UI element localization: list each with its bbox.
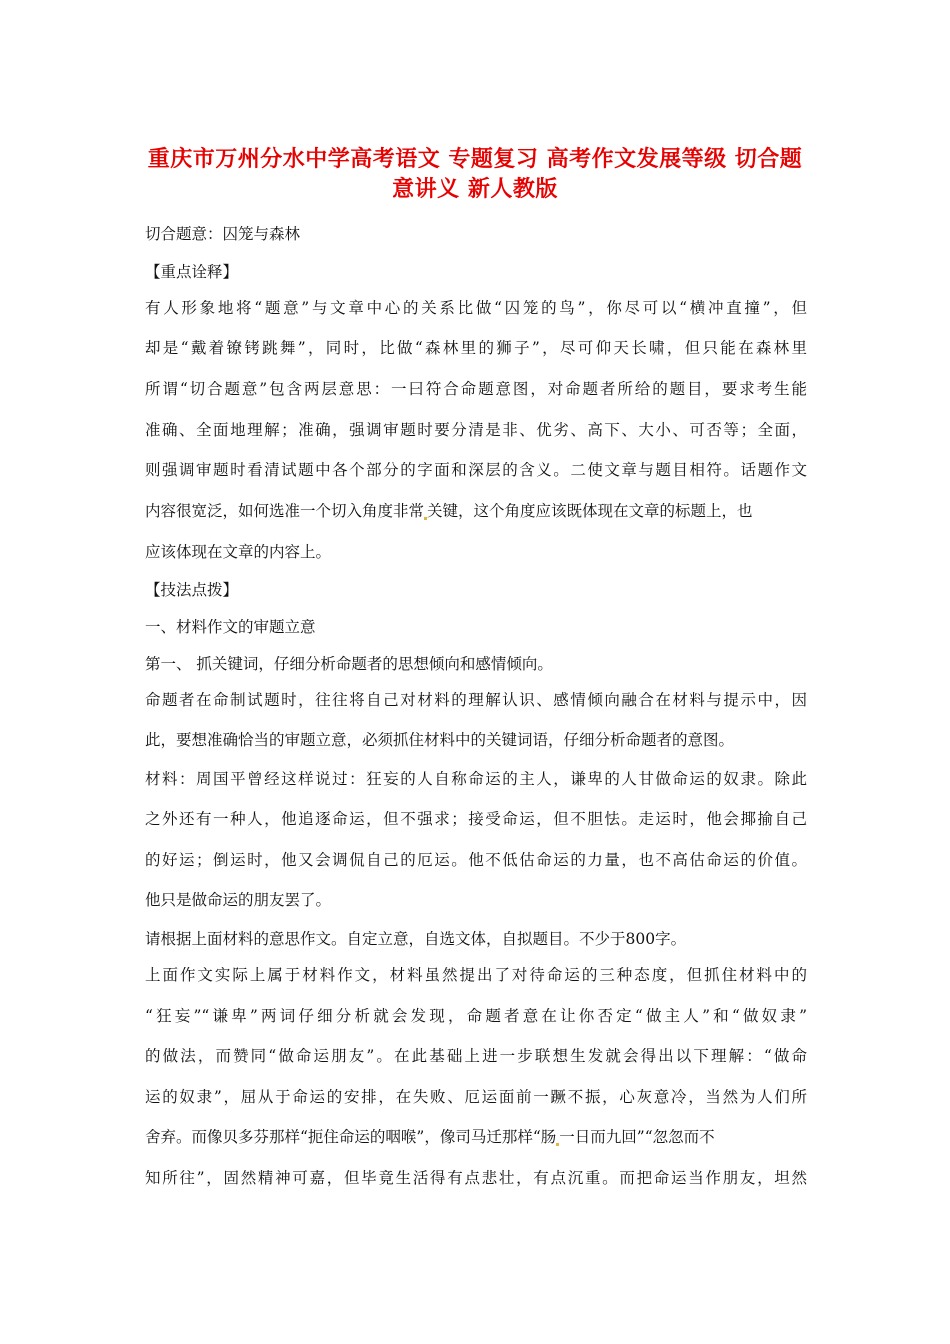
paragraph-line: 准确、全面地理解；准确，强调审题时要分清是非、优劣、高下、大小、可否等；全面， <box>145 421 807 439</box>
paragraph-line: 他只是做命运的朋友罢了。 <box>145 891 332 909</box>
paragraph-text: 内容很宽泛，如何选准一个切入角度非常 <box>145 502 425 520</box>
document-title: 重庆市万州分水中学高考语文 专题复习 高考作文发展等级 切合题意讲义 新人教版 <box>147 147 803 202</box>
paragraph-line: 则强调审题时看清试题中各个部分的字面和深层的含义。二使文章与题目相符。话题作文 <box>145 461 807 479</box>
paragraph-text: 关键，这个角度应该既体现在文章的标题上，也 <box>427 502 753 520</box>
paragraph-line: 材料：周国平曾经这样说过：狂妄的人自称命运的主人，谦卑的人甘做命运的奴隶。除此 <box>145 770 807 788</box>
paragraph-line: 此，要想准确恰当的审题立意，必须抓住材料中的关键词语，仔细分析命题者的意图。 <box>145 731 735 749</box>
sub-heading: 一、材料作文的审题立意 <box>145 618 316 636</box>
paragraph-line: 运的奴隶”，屈从于命运的安排，在失败、厄运面前一蹶不振，心灰意冷，当然为人们所 <box>145 1088 807 1106</box>
section-heading-key-points: 【重点诠释】 <box>145 263 239 281</box>
paragraph-line: 的做法，而赞同“做命运朋友”。在此基础上进一步联想生发就会得出以下理解：“做命 <box>145 1047 807 1065</box>
paragraph-line: “狂妄”“谦卑”两词仔细分析就会发现，命题者意在让你否定“做主人”和“做奴隶” <box>145 1007 807 1025</box>
paragraph-line: 却是“戴着镣铐跳舞”，同时，比做“森林里的狮子”，尽可仰天长啸，但只能在森林里 <box>145 339 807 357</box>
paragraph-line: 命题者在命制试题时，往往将自己对材料的理解认识、感情倾向融合在材料与提示中，因 <box>145 691 807 709</box>
paragraph-line: 应该体现在文章的内容上。 <box>145 543 332 561</box>
paragraph-line <box>145 499 753 523</box>
paragraph-text: 一日而九回”“忽忽而不 <box>559 1128 715 1146</box>
paragraph-line <box>145 1125 715 1149</box>
paragraph-line: 有人形象地将“题意”与文章中心的关系比做“囚笼的鸟”，你尽可以“横冲直撞”，但 <box>145 299 807 317</box>
section-heading-techniques: 【技法点拨】 <box>145 581 239 599</box>
paragraph-line: 知所往”，固然精神可嘉，但毕竟生活得有点悲壮，有点沉重。而把命运当作朋友，坦然 <box>145 1169 807 1187</box>
paragraph-line: 请根据上面材料的意思作文。自定立意，自选文体，自拟题目。不少于800字。 <box>145 930 687 948</box>
paragraph-line: 之外还有一种人，他追逐命运，但不强求；接受命运，但不胆怯。走运时，他会揶揄自己 <box>145 810 807 828</box>
paragraph-text: 舍弃。而像贝多芬那样“扼住命运的咽喉”，像司马迁那样“肠 <box>145 1128 557 1146</box>
paragraph-line: 上面作文实际上属于材料作文，材料虽然提出了对待命运的三种态度，但抓住材料中的 <box>145 966 807 984</box>
point-heading: 第一、 抓关键词，仔细分析命题者的思想倾向和感情倾向。 <box>145 655 553 673</box>
subtitle-line: 切合题意：囚笼与森林 <box>145 225 301 243</box>
paragraph-line: 所谓“切合题意”包含两层意思：一曰符合命题意图，对命题者所给的题目，要求考生能 <box>145 380 807 398</box>
paragraph-line: 的好运；倒运时，他又会调侃自己的厄运。他不低估命运的力量，也不高估命运的价值。 <box>145 851 807 869</box>
